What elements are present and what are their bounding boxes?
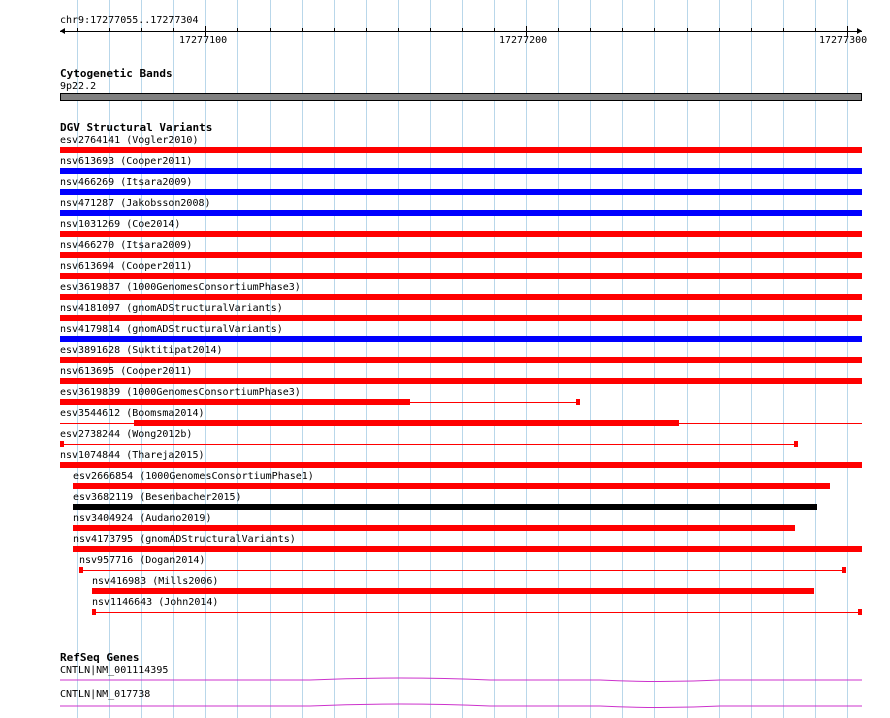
ruler-label-17277300: 17277300 — [819, 35, 868, 46]
dgv-feature-label[interactable]: esv3619837 (1000GenomesConsortiumPhase3) — [60, 282, 301, 293]
gene-line-cntln-nm-017738[interactable] — [60, 704, 862, 708]
dgv-feature-label[interactable]: nsv613693 (Cooper2011) — [60, 156, 193, 167]
dgv-feature-label[interactable]: nsv1074844 (Thareja2015) — [60, 450, 205, 461]
refseq-gene-label[interactable]: CNTLN|NM_017738 — [60, 689, 151, 700]
ruler-label-17277100: 17277100 — [179, 35, 228, 46]
gene-line-cntln-nm-001114395[interactable] — [60, 678, 862, 682]
dgv-feature-label[interactable]: esv3544612 (Boomsma2014) — [60, 408, 205, 419]
dgv-feature-label[interactable]: esv2666854 (1000GenomesConsortiumPhase1) — [73, 471, 314, 482]
refseq-track-title: RefSeq Genes — [60, 651, 140, 664]
dgv-feature-label[interactable]: esv2764141 (Vogler2010) — [60, 135, 199, 146]
dgv-track-title: DGV Structural Variants — [60, 121, 213, 134]
dgv-feature-label[interactable]: esv2738244 (Wong2012b) — [60, 429, 193, 440]
dgv-feature-label[interactable]: nsv3404924 (Audano2019) — [73, 513, 212, 524]
ruler-label-17277200: 17277200 — [499, 35, 548, 46]
dgv-feature-label[interactable]: nsv416983 (Mills2006) — [92, 576, 219, 587]
dgv-feature-label[interactable]: nsv471287 (Jakobsson2008) — [60, 198, 211, 209]
dgv-feature-label[interactable]: nsv4181097 (gnomADStructuralVariants) — [60, 303, 283, 314]
region-label: chr9:17277055..17277304 — [60, 15, 199, 26]
dgv-feature-label[interactable]: esv3891628 (Suktitipat2014) — [60, 345, 223, 356]
dgv-feature-label[interactable]: nsv1031269 (Coe2014) — [60, 219, 181, 230]
cytoband-label[interactable]: 9p22.2 — [60, 81, 97, 92]
dgv-feature-label[interactable]: nsv1146643 (John2014) — [92, 597, 219, 608]
refseq-gene-label[interactable]: CNTLN|NM_001114395 — [60, 665, 169, 676]
dgv-feature-label[interactable]: esv3619839 (1000GenomesConsortiumPhase3) — [60, 387, 301, 398]
dgv-feature-label[interactable]: nsv466269 (Itsara2009) — [60, 177, 193, 188]
dgv-feature-label[interactable]: nsv613694 (Cooper2011) — [60, 261, 193, 272]
dgv-feature-label[interactable]: nsv4179814 (gnomADStructuralVariants) — [60, 324, 283, 335]
dgv-feature-label[interactable]: nsv613695 (Cooper2011) — [60, 366, 193, 377]
dgv-feature-label[interactable]: nsv4173795 (gnomADStructuralVariants) — [73, 534, 296, 545]
dgv-feature-label[interactable]: esv3682119 (Besenbacher2015) — [73, 492, 242, 503]
dgv-feature-label[interactable]: nsv466270 (Itsara2009) — [60, 240, 193, 251]
cytoband-track-title: Cytogenetic Bands — [60, 67, 173, 80]
dgv-feature-label[interactable]: nsv957716 (Dogan2014) — [79, 555, 206, 566]
